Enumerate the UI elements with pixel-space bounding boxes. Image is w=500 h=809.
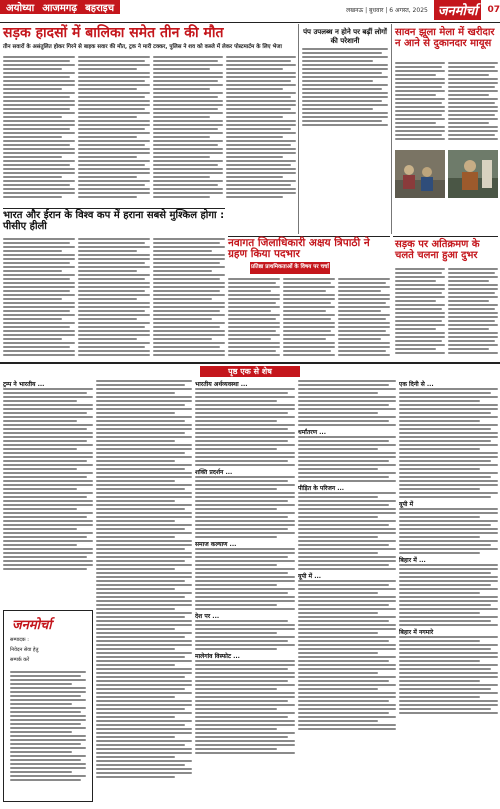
masthead-rule: [0, 22, 500, 23]
story-rule: [3, 208, 225, 209]
lead-column-4: [226, 56, 296, 206]
masthead-right: [346, 0, 500, 20]
edit-column-4: [298, 380, 396, 800]
water-headline: पंप उपलब्ध न होने पर बढ़ीं लोगों की परेशानी: [303, 28, 387, 45]
edit-section-heading: एक दिनी से ...: [399, 381, 434, 388]
officials-column-2: [283, 278, 335, 360]
lead-subhead: तीन सवारों के असंतुलित होकर गिरने से बाइक सवार की मौत, ट्रक ने मारी टक्कर, पुलिस ने शव को कब्जे में लेकर पोस्टमार्टम के लिए भेजा: [3, 44, 282, 50]
water-column: [302, 48, 388, 138]
edit-section-heading: पीड़ित के परिजन ...: [298, 485, 345, 492]
edit-section-heading: यूपी में ...: [298, 573, 322, 580]
edit-section-heading: बिहार में ...: [399, 557, 426, 564]
officials-column-3: [338, 278, 390, 360]
edit-section-heading: बिहार में नगमारे: [399, 629, 434, 636]
edit-page-title: पृष्ठ एक से शेष: [200, 366, 300, 377]
nepal-column-3: [153, 238, 225, 358]
edit-section-heading: शक्ति प्रदर्शन ...: [195, 469, 233, 476]
edit-column-2: [96, 380, 192, 800]
edit-column-3: [195, 380, 295, 800]
section-label-azamgarh: आजमगढ़: [42, 3, 78, 14]
officials-headline: नवागत जिलाधिकारी अक्षय त्रिपाठी ने ग्रहण किया पदभार: [228, 237, 370, 261]
encroach-column-1: [395, 268, 445, 360]
edit-section-heading: देश पर ...: [195, 613, 220, 620]
masthead: [0, 0, 500, 22]
publisher-text: [10, 671, 86, 795]
section-label-ayodhya: अयोध्या: [6, 3, 35, 14]
nepal-headline: भारत और ईरान के विश्व कप में हराना सबसे मुश्किल होगा : पीसीए हीली: [3, 210, 225, 232]
lead-headline: सड़क हादसों में बालिका समेत तीन की मौत: [3, 25, 224, 41]
fair-column-2: [448, 62, 498, 152]
nepal-column-2: [78, 238, 150, 358]
fair-headline: सावन झूला मेला में खरीदार न आने से दुकानदार मायूस: [395, 27, 495, 49]
edit-section-heading: भारतीय अर्थव्यवस्था ...: [195, 381, 248, 388]
publisher-logo: जनमोर्चा: [12, 618, 52, 633]
lead-column-2: [78, 56, 150, 206]
edit-section-heading: मालेगांव विस्फोट ...: [195, 653, 240, 660]
encroach-headline: सड़क पर अतिक्रमण के चलते चलना हुआ दुभर: [395, 239, 480, 261]
section-rule: [0, 362, 500, 364]
story-rule-3: [393, 236, 498, 237]
edit-section-heading: धर्मांतरण ...: [298, 429, 326, 436]
page-number: 07: [487, 5, 500, 15]
fair-photo-2: [448, 150, 498, 198]
edit-section-heading: ट्रम्प ने भारतीय ...: [3, 381, 45, 388]
publisher-line-2: निवेदन सेवा हेतु: [10, 647, 39, 653]
publisher-box: [3, 610, 93, 802]
column-rule-2: [391, 24, 392, 234]
nepal-column-1: [3, 238, 75, 358]
lead-column-3: [153, 56, 223, 206]
edit-column-1: [3, 380, 93, 600]
encroach-column-2: [448, 268, 498, 360]
newspaper-logo: जनमोर्चा: [434, 0, 482, 20]
fair-column-1: [395, 62, 445, 152]
section-label-bar: [0, 0, 120, 14]
publisher-line-3: सम्पर्क करें: [10, 657, 30, 663]
edit-section-heading: यूपी में: [399, 501, 414, 508]
edit-section-heading: समाज कल्याण ...: [195, 541, 237, 548]
section-label-bahraich: बहराइच: [85, 3, 115, 14]
lead-column-1: [3, 56, 75, 206]
officials-column-1: [228, 278, 280, 360]
issue-date: लखनऊ | बुधवार | 6 अगस्त, 2025: [346, 7, 428, 14]
edit-column-5: [399, 380, 498, 800]
publisher-line-1: सम्पादक :: [10, 637, 29, 643]
fair-photo-1: [395, 150, 445, 198]
officials-subhead: प्रतिष्ठा प्राथमिकताओं के विषय पर चर्चा: [250, 262, 330, 274]
column-rule: [298, 24, 299, 234]
